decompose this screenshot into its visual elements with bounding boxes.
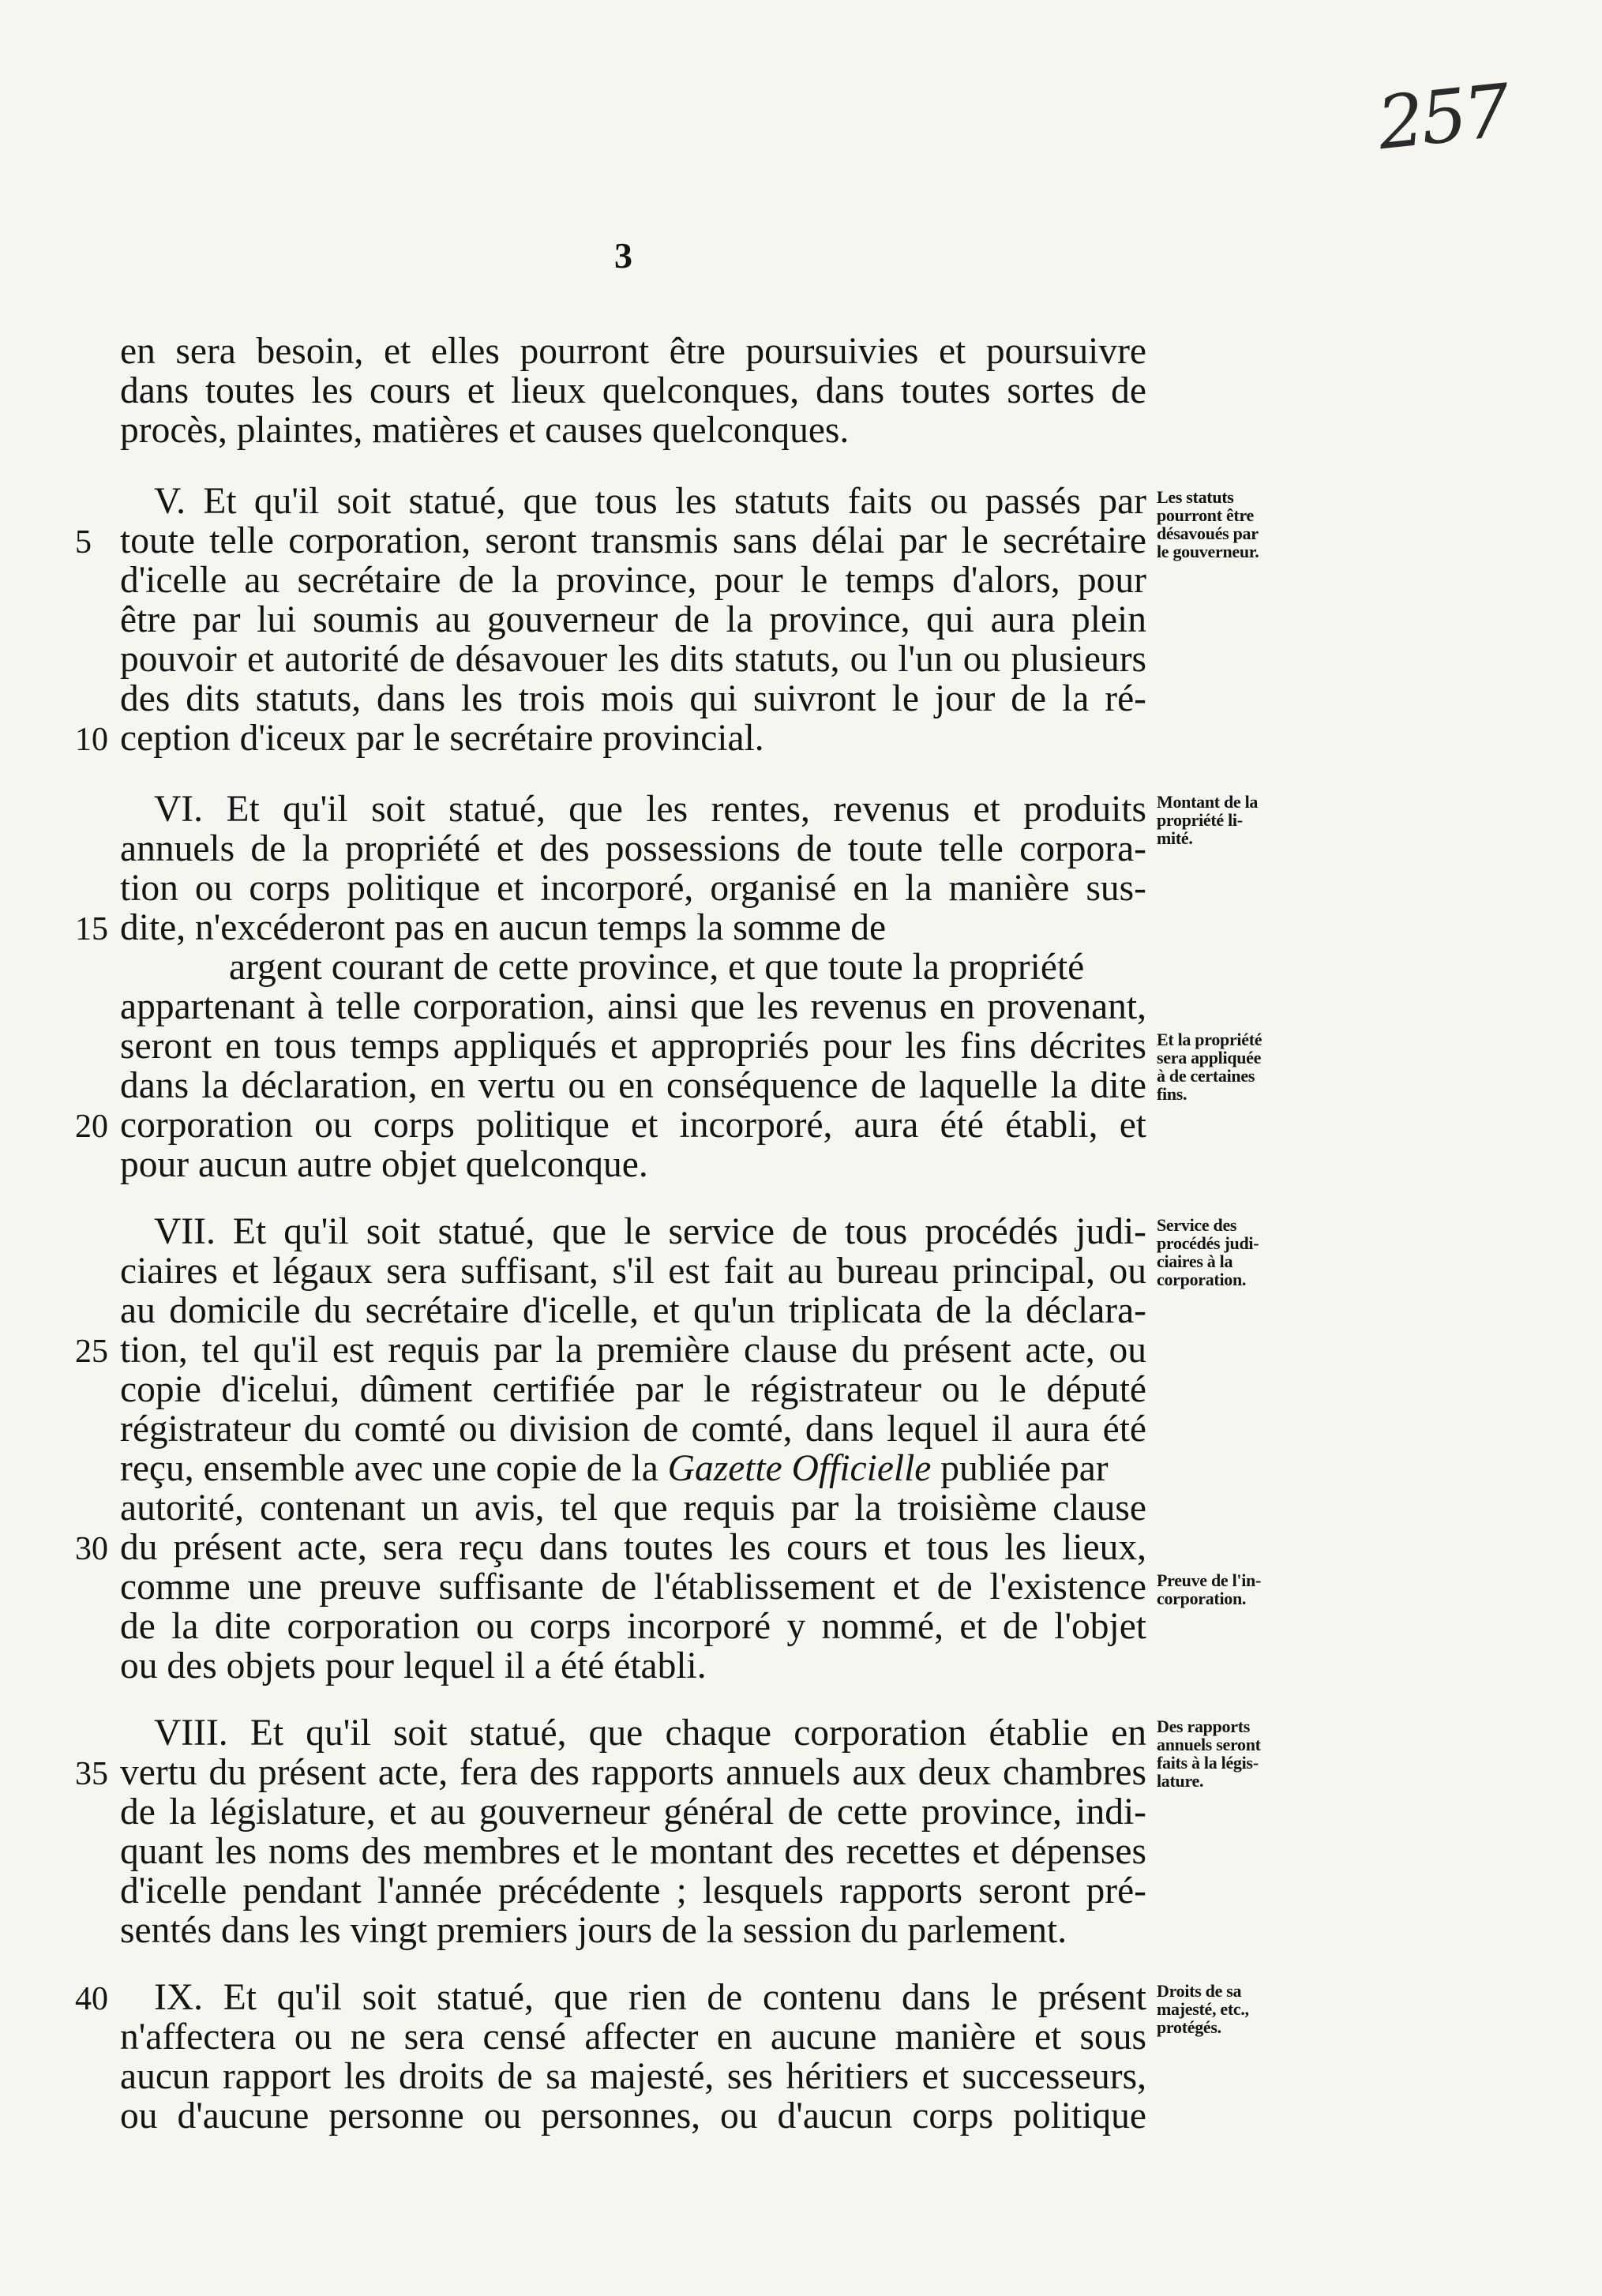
- margin-note-line: Droits de sa: [1157, 1981, 1242, 2001]
- line-number: 5: [75, 524, 92, 561]
- margin-note-line: sera appliquée: [1157, 1048, 1262, 1067]
- text-line: dite, n'excéderont pas en aucun temps la somme de: [120, 907, 887, 948]
- margin-note-rapports: [1157, 1717, 1322, 1790]
- margin-note-line: corporation.: [1157, 1270, 1247, 1289]
- text-line: copie d'icelui, dûment certifiée par le régistrateur ou le député: [120, 1369, 1146, 1410]
- text-line: d'icelle pendant l'année précédente ; lesquels rapports seront pré-: [120, 1870, 1146, 1911]
- text-line: aucun rapport les droits de sa majesté, ses héritiers et successeurs,: [120, 2056, 1146, 2097]
- section-ix-heading-line: IX. Et qu'il soit statué, que rien de contenu dans le présent: [154, 1977, 1146, 2018]
- section-vi-heading-line: VI. Et qu'il soit statué, que les rentes, revenus et produits: [154, 789, 1146, 830]
- margin-note-montant: [1157, 793, 1322, 847]
- line-number: 40: [75, 1981, 108, 2017]
- margin-note-line: pourront être: [1157, 505, 1254, 525]
- margin-note-line: fins.: [1157, 1084, 1187, 1104]
- margin-note-line: Des rapports: [1157, 1716, 1251, 1736]
- text-line: appartenant à telle corporation, ainsi que les revenus en provenant,: [120, 986, 1146, 1027]
- margin-note-line: Et la propriété: [1157, 1030, 1262, 1049]
- line-number: 10: [75, 722, 108, 758]
- margin-note-line: désavoués par: [1157, 523, 1259, 543]
- line-number: 35: [75, 1756, 108, 1792]
- margin-note-line: Les statuts: [1157, 487, 1234, 507]
- text-line: en sera besoin, et elles pourront être poursuivies et poursuivre: [120, 331, 1146, 372]
- margin-note-line: faits à la légis-: [1157, 1753, 1259, 1773]
- text-line: corporation ou corps politique et incorporé, aura été établi, et: [120, 1105, 1146, 1146]
- text-line: seront en tous temps appliqués et appropriés pour les fins décrites: [120, 1026, 1146, 1067]
- text-segment: publiée par: [931, 1448, 1109, 1489]
- text-line: tion, tel qu'il est requis par la première clause du présent acte, ou: [120, 1330, 1146, 1371]
- text-line: ception d'iceux par le secrétaire provincial.: [120, 718, 764, 759]
- margin-note-line: propriété li-: [1157, 810, 1243, 830]
- text-line: du présent acte, sera reçu dans toutes les cours et tous les lieux,: [120, 1527, 1146, 1568]
- text-line: ciaires et légaux sera suffisant, s'il est fait au bureau principal, ou: [120, 1251, 1146, 1292]
- text-line: ou des objets pour lequel il a été établi.: [120, 1645, 707, 1686]
- text-line: pouvoir et autorité de désavouer les dits statuts, ou l'un ou plusieurs: [120, 639, 1146, 680]
- margin-note-statuts: [1157, 488, 1322, 561]
- margin-note-line: mité.: [1157, 828, 1193, 848]
- margin-note-line: Preuve de l'in-: [1157, 1570, 1261, 1590]
- margin-note-line: majesté, etc.,: [1157, 1999, 1249, 2019]
- line-number: 30: [75, 1531, 108, 1567]
- section-viii-heading-line: VIII. Et qu'il soit statué, que chaque corporation établie en: [154, 1713, 1146, 1754]
- margin-note-line: protégés.: [1157, 2017, 1221, 2037]
- text-line: argent courant de cette province, et que toute la propriété: [229, 947, 1085, 988]
- text-line: de la dite corporation ou corps incorporé y nommé, et de l'objet: [120, 1606, 1146, 1647]
- margin-note-service: [1157, 1216, 1322, 1289]
- text-line: procès, plaintes, matières et causes quelconques.: [120, 410, 850, 451]
- text-line: comme une preuve suffisante de l'établissement et de l'existence: [120, 1566, 1146, 1608]
- section-vii-heading-line: VII. Et qu'il soit statué, que le service de tous procédés judi-: [154, 1211, 1146, 1252]
- margin-note-droits: [1157, 1982, 1322, 2036]
- text-line: tion ou corps politique et incorporé, organisé en la manière sus-: [120, 868, 1146, 909]
- text-line: être par lui soumis au gouverneur de la province, qui aura plein: [120, 599, 1146, 640]
- text-line: annuels de la propriété et des possessions de toute telle corpora-: [120, 828, 1146, 869]
- line-number: 20: [75, 1109, 108, 1145]
- margin-note-line: ciaires à la: [1157, 1251, 1233, 1271]
- margin-note-line: corporation.: [1157, 1589, 1247, 1608]
- text-line: autorité, contenant un avis, tel que requis par la troisième clause: [120, 1488, 1146, 1529]
- text-line: toute telle corporation, seront transmis sans délai par le secrétaire: [120, 520, 1146, 561]
- line-number: 15: [75, 911, 108, 947]
- margin-note-line: Montant de la: [1157, 792, 1259, 812]
- text-line: des dits statuts, dans les trois mois qui suivront le jour de la ré-: [120, 678, 1146, 719]
- margin-note-line: procédés judi-: [1157, 1233, 1259, 1253]
- margin-note-line: Service des: [1157, 1215, 1237, 1235]
- margin-note-preuve: [1157, 1571, 1322, 1608]
- margin-note-line: le gouverneur.: [1157, 542, 1259, 561]
- text-line: régistrateur du comté ou division de comté, dans lequel il aura été: [120, 1409, 1146, 1450]
- section-v-heading-line: V. Et qu'il soit statué, que tous les statuts faits ou passés par: [154, 481, 1146, 522]
- text-line: ou d'aucune personne ou personnes, ou d'aucun corps politique: [120, 2095, 1146, 2137]
- margin-note-line: annuels seront: [1157, 1735, 1261, 1754]
- page-number: 3: [614, 235, 632, 276]
- text-line: vertu du présent acte, fera des rapports annuels aux deux chambres: [120, 1752, 1146, 1793]
- text-line: quant les noms des membres et le montant des recettes et dépenses: [120, 1831, 1146, 1872]
- text-line: sentés dans les vingt premiers jours de la session du parlement.: [120, 1910, 1067, 1951]
- handwritten-folio-number: 257: [1373, 68, 1511, 167]
- margin-note-line: à de certaines: [1157, 1066, 1255, 1086]
- margin-note-line: lature.: [1157, 1771, 1204, 1791]
- text-line: dans la déclaration, en vertu ou en conséquence de laquelle la dite: [120, 1065, 1146, 1106]
- margin-note-propriete: [1157, 1030, 1322, 1103]
- text-line: d'icelle au secrétaire de la province, pour le temps d'alors, pour: [120, 560, 1146, 601]
- text-line: n'affectera ou ne sera censé affecter en aucune manière et sous: [120, 2017, 1146, 2058]
- text-line: de la législature, et au gouverneur général de cette province, indi-: [120, 1791, 1146, 1833]
- line-number: 25: [75, 1334, 108, 1370]
- text-segment: reçu, ensemble avec une copie de la: [120, 1448, 658, 1489]
- italic-title: Gazette Officielle: [667, 1448, 932, 1489]
- text-line: au domicile du secrétaire d'icelle, et qu'un triplicata de la déclara-: [120, 1290, 1146, 1331]
- text-line: dans toutes les cours et lieux quelconques, dans toutes sortes de: [120, 370, 1146, 411]
- text-line-with-italic: [120, 1449, 1146, 1488]
- text-line: pour aucun autre objet quelconque.: [120, 1144, 648, 1185]
